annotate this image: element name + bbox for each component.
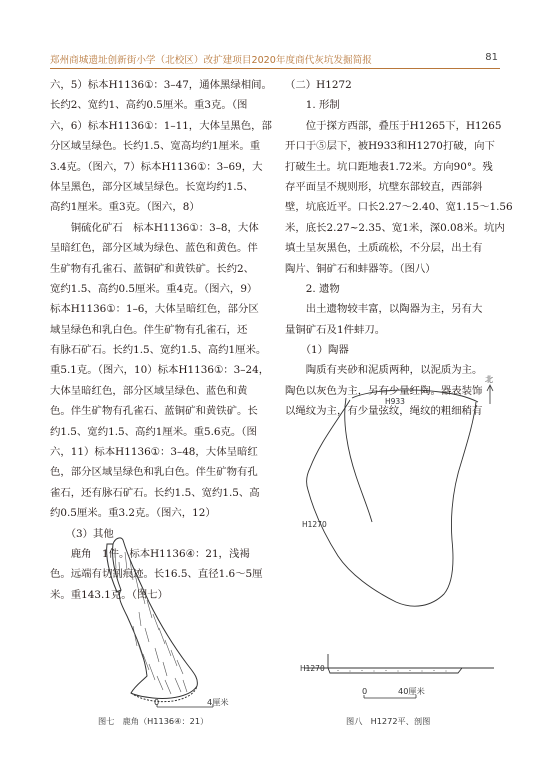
figure7-scale-label: 4厘米 [207, 697, 229, 707]
text-line: 鹿角 1件。标本H1136④：21，浅褐 [50, 547, 250, 560]
text-line: 体呈黑色，部分区域呈绿色。长宽均约1.5、 [50, 180, 254, 193]
text-line: 位于探方西部，叠压于H1265下，H1265 [285, 119, 502, 132]
figure7-antler-drawing [75, 530, 250, 710]
text-line: 六，11）标本H1136①：3–48，大体呈暗红 [50, 446, 258, 459]
h1272-plan-outline [307, 400, 476, 606]
text-line: 以绳纹为主，有少量弦纹，绳纹的粗细稍有 [285, 405, 483, 418]
north-label: 北 [485, 374, 494, 384]
running-header-title: 郑州商城遗址创新街小学（北校区）改扩建项目2020年度商代灰坑发掘简报 [50, 55, 372, 66]
text-line: 米，底长2.27~2.35、宽1米，深0.08米。坑内 [285, 221, 505, 234]
text-line: 开口于⑤层下，被H933和H1270打破，向下 [285, 140, 495, 153]
text-line: 色，部分区域呈绿色和乳白色。伴生矿物有孔 [50, 466, 258, 479]
text-line: 陶质有夹砂和泥质两种，以泥质为主。 [285, 364, 483, 377]
figure8-plan-section [298, 372, 503, 702]
header-rule [50, 68, 500, 69]
text-line: 铜硫化矿石 标本H1136①：3–8，大体 [50, 221, 259, 234]
text-line: 2. 遗物 [285, 282, 340, 295]
figure8-caption: 图八 H1272平、剖图 [346, 716, 431, 726]
right-text-column [285, 75, 513, 422]
h1270-section-label: H1270 [300, 664, 325, 673]
text-line: 生矿物有孔雀石、蓝铜矿和黄铁矿。长约2、 [50, 262, 255, 275]
north-arrow-icon [487, 385, 493, 404]
text-line: 分区域呈绿色。长约1.5、宽高均约1厘米。重 [50, 140, 261, 153]
text-line: 陶色以灰色为主，另有少量红陶。器表装饰 [285, 384, 483, 397]
text-line: 存平面呈不规则形，坑壁东部较直，西部斜 [285, 180, 483, 193]
figure7-scale-zero: 0 [154, 697, 160, 707]
h933-boundary [352, 390, 478, 402]
text-line: （1）陶器 [285, 344, 349, 357]
text-line: 3.4克。（图六，7）标本H1136①：3–69，大 [50, 160, 263, 173]
h1270-plan-boundary [345, 398, 372, 522]
figure8-scale-label: 40厘米 [398, 686, 425, 696]
figure7-caption: 图七 鹿角（H1136④：21） [98, 716, 209, 726]
figure8-scale-zero: 0 [362, 686, 368, 696]
text-line: 高约1厘米。重3克。（图六，8） [50, 201, 200, 214]
text-line: 壁，坑底近平。口长2.27～2.40、宽1.15～1.56 [285, 201, 513, 214]
h1270-plan-label: H1270 [302, 520, 327, 529]
text-line: 六，6）标本H1136①：1–11，大体呈黑色，部 [50, 119, 272, 132]
text-line: 域呈绿色和乳白色。伴生矿物有孔雀石，还 [50, 323, 248, 336]
text-line: 填土呈灰黑色，土质疏松，不分层，出土有 [285, 242, 483, 255]
text-line: 量铜矿石及1件蚌刀。 [285, 323, 386, 336]
text-line: 长约2、宽约1、高约0.5厘米。重3克。（图 [50, 99, 248, 112]
text-line: （3）其他 [50, 527, 114, 540]
text-line: 色。伴生矿物有孔雀石、蓝铜矿和黄铁矿。长 [50, 405, 258, 418]
text-line: 雀石，还有脉石矿石。长约1.5、宽约1.5、高 [50, 486, 260, 499]
text-line: 有脉石矿石。长约1.5、宽约1.5、高约1厘米。 [50, 344, 267, 357]
text-line: 大体呈暗红色，部分区域呈绿色、蓝色和黄 [50, 384, 248, 397]
text-line: 六，5）标本H1136①：3–47，通体黑绿相间。 [50, 79, 272, 91]
text-line: 陶片、铜矿石和蚌器等。（图八） [285, 262, 436, 275]
text-line: 打破生土。坑口距地表1.72米。方向90°。残 [285, 160, 493, 173]
h933-label: H933 [385, 397, 405, 406]
text-line: 出土遗物较丰富，以陶器为主，另有大 [285, 303, 483, 316]
page-number: 81 [485, 52, 498, 63]
text-line: 重5.1克。（图六，10）标本H1136①：3–24， [50, 364, 270, 377]
running-header [50, 52, 500, 66]
text-line: 宽约1.5、高约0.5厘米。重4克。（图六，9） [50, 282, 258, 295]
text-line: 色。远端有切割痕迹。长16.5、直径1.6～5厘 [50, 568, 263, 581]
text-line: 呈暗红色，部分区域为绿色、蓝色和黄色。伴 [50, 242, 258, 255]
left-text-column [50, 75, 270, 605]
text-line: 约0.5厘米。重3.2克。（图六，12） [50, 507, 216, 520]
text-line: 约1.5、宽约1.5、高约1厘米。重5.6克。（图 [50, 425, 257, 438]
figure7-scale-bar [157, 704, 213, 707]
text-line: 米。重143.1克。（图七） [50, 588, 169, 601]
figure8-section [304, 654, 494, 673]
text-line: 1. 形制 [285, 99, 340, 112]
text-line: （二）H1272 [285, 79, 352, 91]
text-line: 标本H1136①：1–6，大体呈暗红色，部分区 [50, 303, 259, 316]
